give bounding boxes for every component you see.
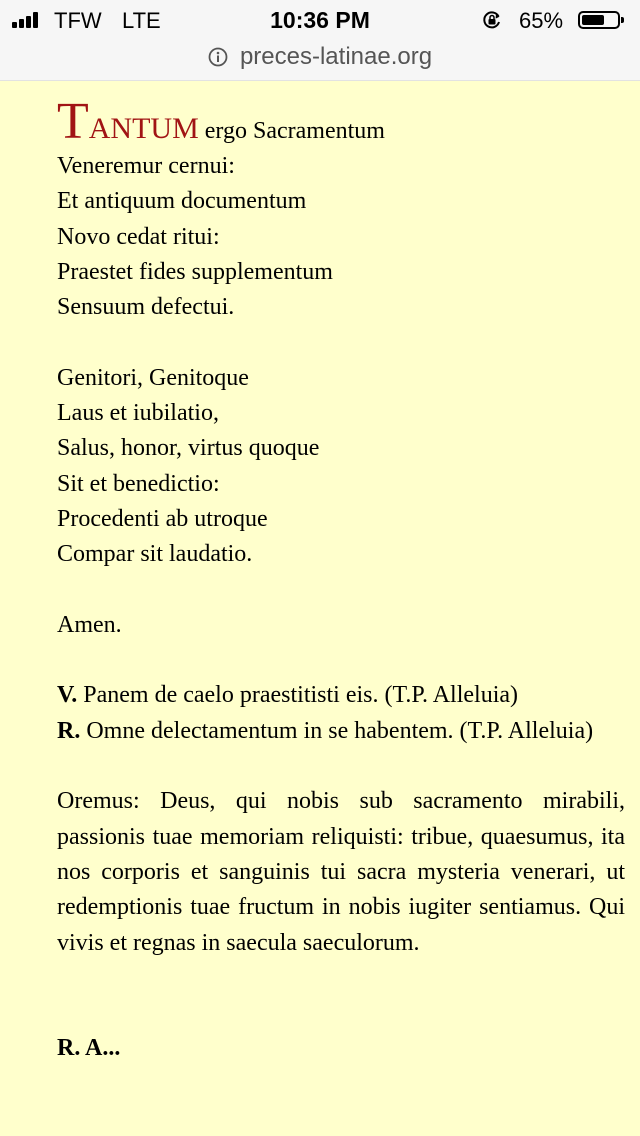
verse-line: Praestet fides supplementum: [57, 258, 333, 285]
drop-cap: TANTUM: [57, 93, 199, 150]
status-time: 10:36 PM: [270, 7, 370, 33]
info-icon[interactable]: [208, 47, 228, 67]
status-bar: [0, 0, 640, 40]
verse-line: Sensuum defectui.: [57, 294, 235, 321]
browser-chrome: [0, 0, 640, 81]
verse-line: Procedenti ab utroque: [57, 505, 268, 532]
prayer-text: [57, 93, 625, 1101]
final-response: R. A...: [57, 1034, 121, 1061]
verse-line: Genitori, Genitoque: [57, 364, 249, 391]
verse-line: Novo cedat ritui:: [57, 223, 220, 250]
verse-line: Laus et iubilatio,: [57, 400, 219, 427]
versicle: V. Panem de caelo praestitisti eis. (T.P. Alleluia): [57, 682, 519, 709]
address-bar[interactable]: [0, 40, 640, 74]
response: R. Omne delectamentum in se habentem. (T.P. Alleluia): [57, 717, 594, 744]
oremus-prayer: Oremus: Deus, qui nobis sub sacramento mirabili, passionis tuae memoriam reliquisti: tribue, quaesumus, ita nos corporis et sanguinis tui sacra mysteria venerari, ut redemptionis tuae fructum in nobis iugiter sentiamus. Qui vivis et regnas in saecula saeculorum.: [57, 788, 625, 956]
battery-icon: [578, 11, 620, 29]
verse-line: Veneremur cernui:: [57, 153, 235, 179]
stanza-2: [57, 361, 625, 573]
network-label: LTE: [122, 8, 161, 33]
first-line: TANTUM ergo Sacramentum: [57, 93, 385, 150]
carrier-label: TFW: [54, 8, 102, 33]
battery-percent: 65%: [519, 8, 564, 33]
amen: Amen.: [57, 611, 122, 638]
url-text[interactable]: preces-latinae.org: [239, 43, 433, 70]
verse-line: Et antiquum documentum: [57, 188, 307, 215]
stanza-1: [57, 93, 625, 325]
verse-line: Sit et benedictio:: [57, 470, 220, 497]
verse-line: Salus, honor, virtus quoque: [57, 435, 320, 462]
orientation-lock-icon: [482, 10, 502, 30]
verse-line: Compar sit laudatio.: [57, 541, 253, 568]
versicle-response: [57, 678, 625, 749]
